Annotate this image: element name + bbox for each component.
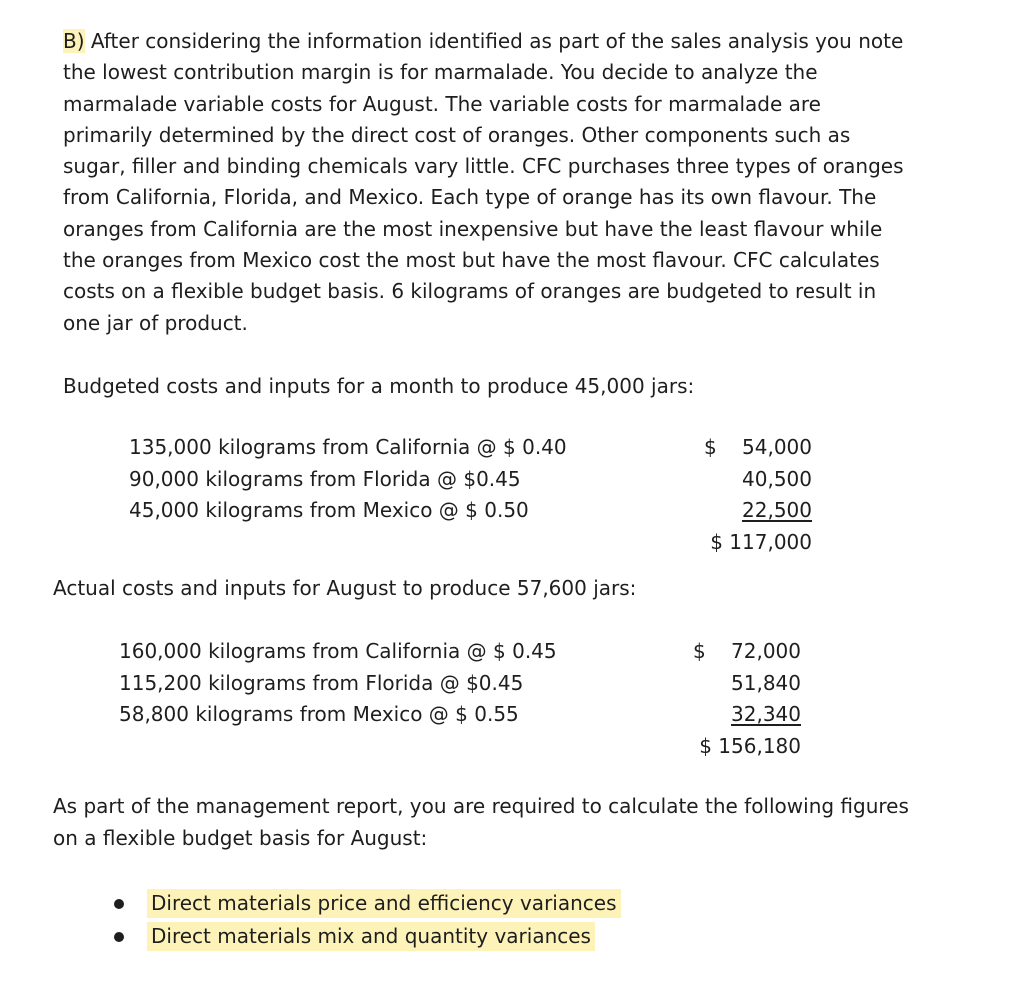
question-text: After considering the information identified as part of the sales analysis you note the lowest contribution margin is for marmalade. You decide to analyze the marmalade variable costs for August. The variable costs for marmalade are primarily determined by the direct cost of oranges. Other components such as sugar, filler and binding chemicals vary little. CFC purchases three types of oranges from California, Florida, and Mexico. Each type of orange has its own flavour. The oranges from California are the most inexpensive but have the least flavour while the oranges from Mexico cost the most but have the most flavour. CFC calculates costs on a flexible budget basis. 6 kilograms of oranges are budgeted to result in one jar of product.: [63, 29, 904, 335]
actual-total: $ 156,180: [699, 733, 801, 758]
budgeted-table: [0, 432, 1024, 558]
budgeted-row-florida: [0, 464, 1024, 496]
question-paragraph: [63, 26, 913, 339]
requirement-item-mix-quantity: Direct materials mix and quantity variances: [147, 922, 595, 951]
bullet-icon: [114, 899, 124, 909]
actual-total-row: [0, 731, 1024, 763]
actual-heading: Actual costs and inputs for August to produce 57,600 jars:: [53, 576, 637, 600]
row-amount: 32,340: [731, 702, 801, 726]
row-amount: 51,840: [731, 670, 801, 695]
budgeted-row-mexico: [0, 495, 1024, 527]
actual-row-florida: [0, 668, 1024, 700]
budgeted-row-california: [0, 432, 1024, 464]
bullet-icon: [114, 932, 124, 942]
row-amount: 40,500: [742, 466, 812, 491]
row-amount: 72,000: [731, 639, 801, 663]
budgeted-total: $ 117,000: [710, 529, 812, 554]
actual-table: [0, 636, 1024, 762]
currency-sign: $: [704, 435, 717, 459]
actual-row-california: [0, 636, 1024, 668]
budgeted-total-row: [0, 527, 1024, 559]
row-amount: 54,000: [742, 435, 812, 459]
requirement-item-price-efficiency: Direct materials price and efficiency variances: [147, 889, 621, 918]
row-description: 135,000 kilograms from California @ $ 0.40: [129, 435, 567, 459]
row-description: 160,000 kilograms from California @ $ 0.45: [119, 639, 557, 663]
budgeted-heading: Budgeted costs and inputs for a month to produce 45,000 jars:: [63, 374, 695, 398]
row-description: 90,000 kilograms from Florida @ $0.45: [129, 466, 521, 491]
row-amount: 22,500: [742, 498, 812, 522]
row-description: 115,200 kilograms from Florida @ $0.45: [119, 670, 524, 695]
question-label: B): [63, 29, 85, 53]
actual-row-mexico: [0, 699, 1024, 731]
row-description: 45,000 kilograms from Mexico @ $ 0.50: [129, 498, 529, 522]
row-description: 58,800 kilograms from Mexico @ $ 0.55: [119, 702, 519, 726]
currency-sign: $: [693, 639, 706, 663]
requirement-text: As part of the management report, you are required to calculate the following figures on a flexible budget basis for August:: [53, 794, 909, 850]
